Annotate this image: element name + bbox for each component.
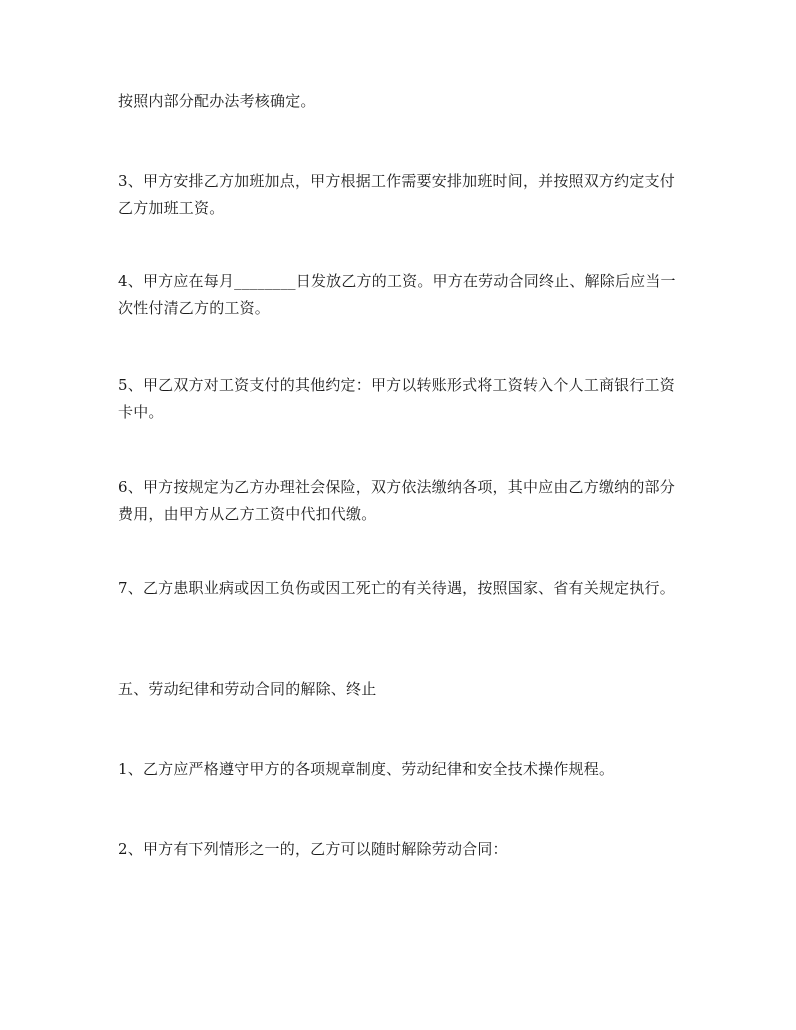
paragraph-4-wage-date: 4、甲方应在每月________日发放乙方的工资。甲方在劳动合同终止、解除后应当一次性付清乙方的工资。: [118, 272, 676, 317]
paragraph-intro: 按照内部分配办法考核确定。: [118, 92, 316, 110]
paragraph-7-occupational-injury: 7、乙方患职业病或因工负伤或因工死亡的有关待遇，按照国家、省有关规定执行。: [118, 579, 675, 597]
paragraph-1-compliance: 1、乙方应严格遵守甲方的各项规章制度、劳动纪律和安全技术操作规程。: [118, 760, 615, 778]
paragraph-5-wage-payment: 5、甲乙双方对工资支付的其他约定：甲方以转账形式将工资转入个人工商银行工资卡中。: [118, 376, 675, 421]
paragraph-2-termination: 2、甲方有下列情形之一的，乙方可以随时解除劳动合同：: [118, 840, 508, 858]
paragraph-3-overtime: 3、甲方安排乙方加班加点，甲方根据工作需要安排加班时间，并按照双方约定支付乙方加班工资。: [118, 172, 675, 217]
section-heading-5: 五、劳动纪律和劳动合同的解除、终止: [118, 680, 377, 698]
paragraph-6-social-insurance: 6、甲方按规定为乙方办理社会保险，双方依法缴纳各项，其中应由乙方缴纳的部分费用，由甲方从乙方工资中代扣代缴。: [118, 478, 675, 523]
